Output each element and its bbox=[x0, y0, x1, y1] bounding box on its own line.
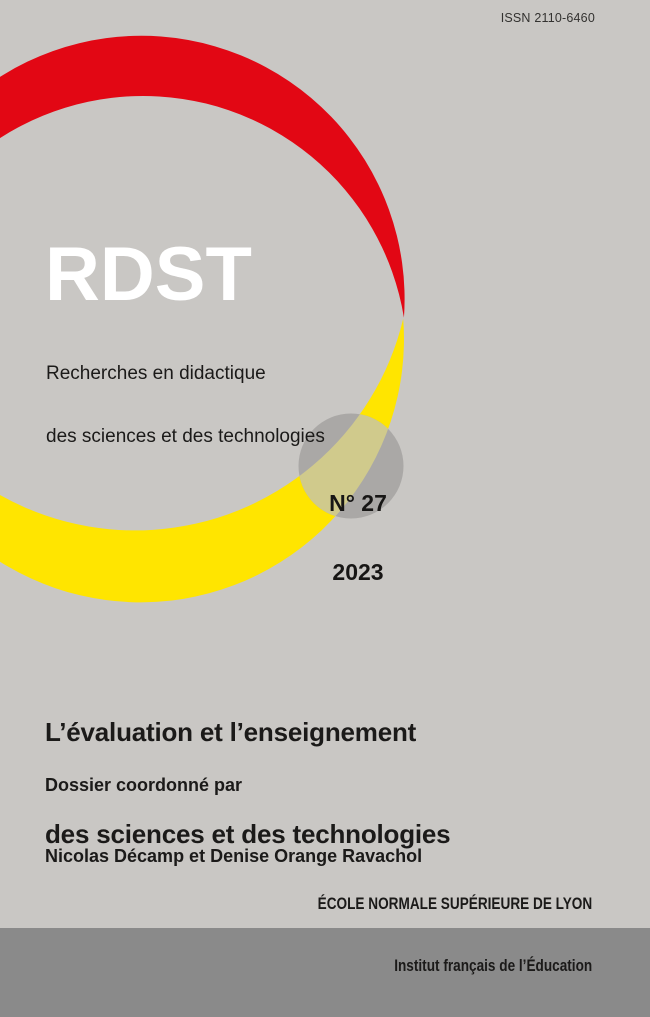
issue-year: 2023 bbox=[332, 559, 384, 585]
dossier-coordination-line1: Dossier coordonné par bbox=[45, 775, 243, 795]
journal-subtitle-line1: Recherches en didactique bbox=[46, 363, 266, 384]
issue-title-line2: des sciences et des technologies bbox=[45, 819, 451, 849]
issn-number: ISSN 2110-6460 bbox=[500, 11, 595, 25]
issue-number: N° 27 bbox=[329, 490, 387, 516]
publisher-block bbox=[317, 853, 592, 1017]
journal-logo: RDST bbox=[45, 232, 252, 317]
publisher-line1: ÉCOLE NORMALE SUPÉRIEURE DE LYON bbox=[317, 894, 592, 913]
issue-title-line1: L’évaluation et l’enseignement bbox=[45, 717, 417, 747]
publisher-line2: Institut français de l’Éducation bbox=[394, 955, 592, 975]
journal-subtitle-line2: des sciences et des technologies bbox=[46, 426, 325, 447]
dossier-coordination-line2: Nicolas Décamp et Denise Orange Ravachol bbox=[45, 845, 423, 866]
journal-subtitle bbox=[46, 321, 325, 489]
issue-badge-label bbox=[298, 446, 418, 630]
